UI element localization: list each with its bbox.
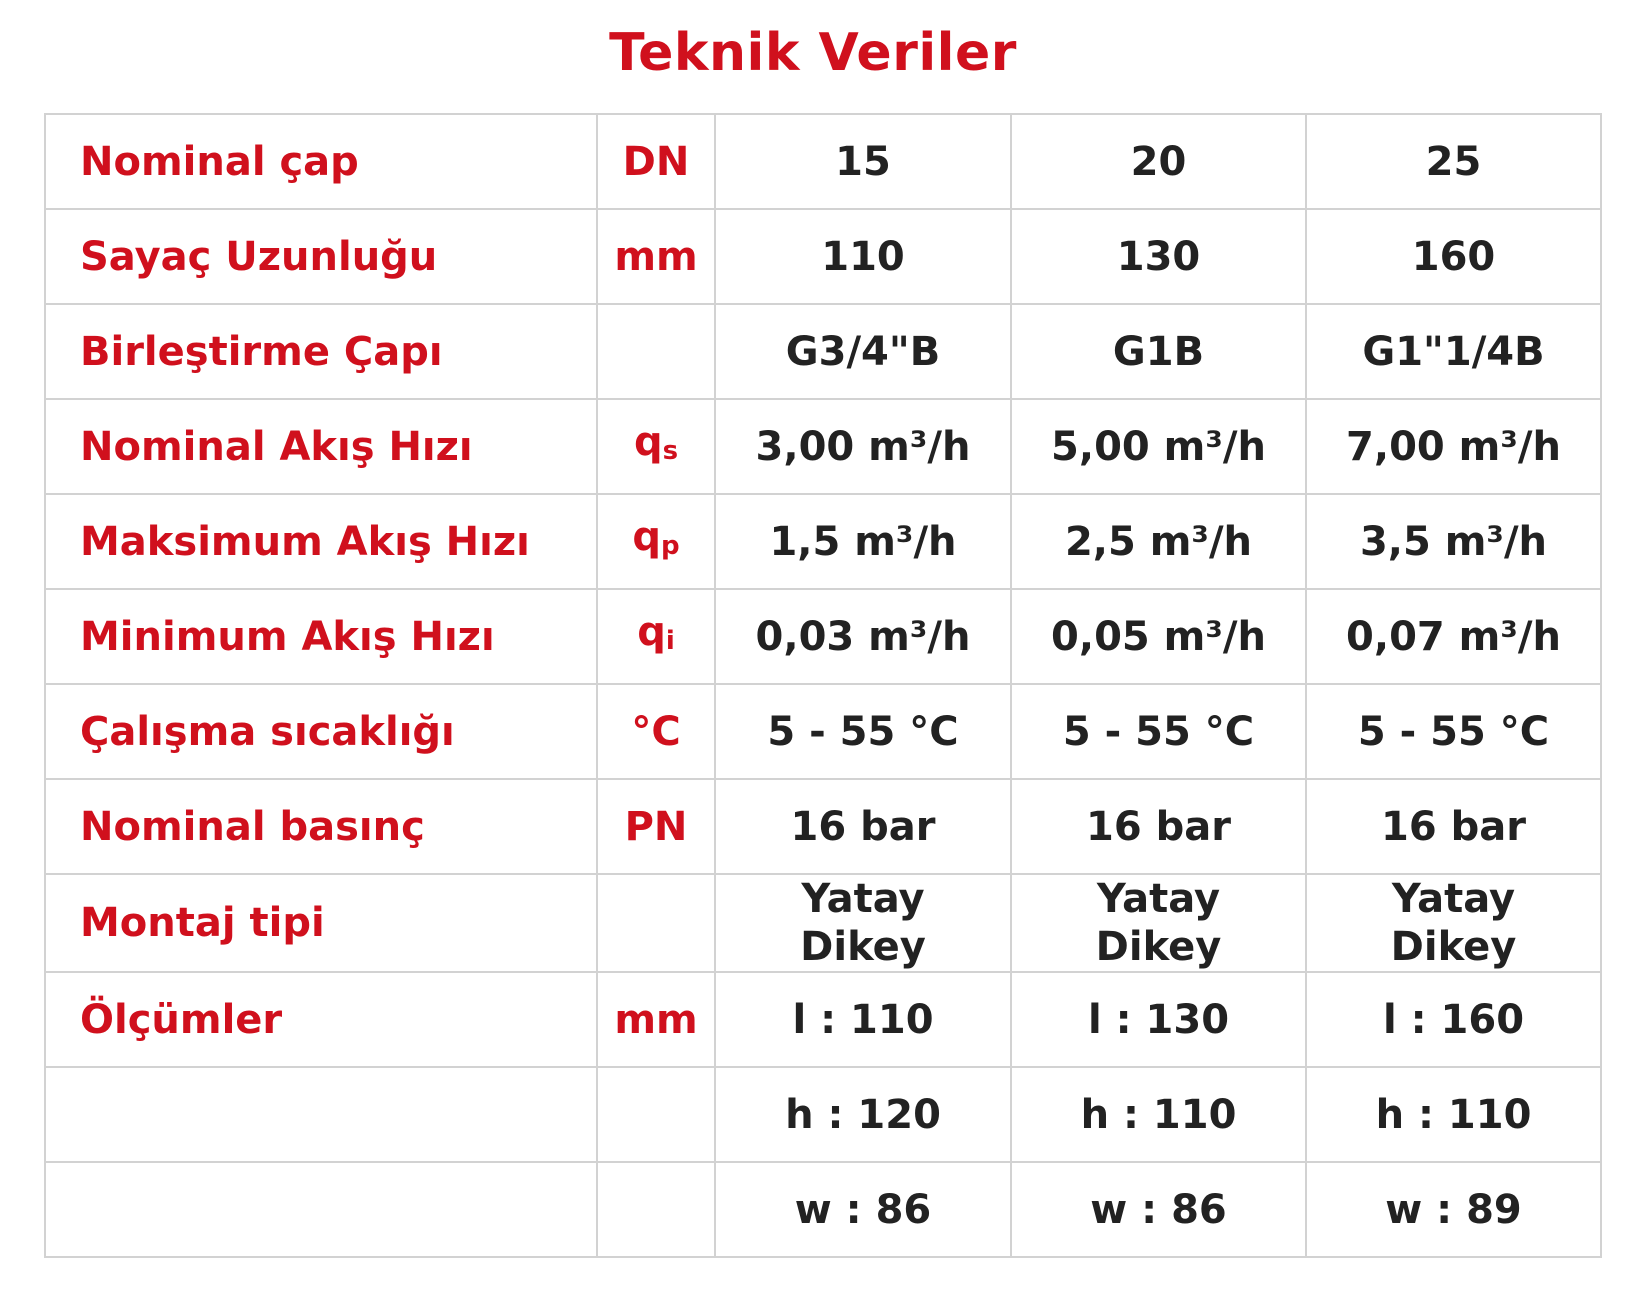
spec-value-dn20: l : 130	[1011, 972, 1306, 1067]
spec-label: Çalışma sıcaklığı	[45, 684, 597, 779]
spec-row-mounting-type	[45, 874, 1601, 972]
value-line: Dikey	[1390, 924, 1517, 970]
unit-symbol: q	[633, 419, 663, 465]
value-line: Yatay	[1096, 876, 1221, 922]
spec-row-minimum-flow-rate	[45, 589, 1601, 684]
spec-value-dn20: 130	[1011, 209, 1306, 304]
spec-label: Birleştirme Çapı	[45, 304, 597, 399]
spec-value-dn15: 3,00 m³/h	[715, 399, 1011, 494]
spec-label	[45, 1162, 597, 1257]
technical-data-table	[44, 113, 1602, 1258]
unit-symbol: q	[632, 514, 661, 560]
spec-row-meter-length	[45, 209, 1601, 304]
spec-value-dn15: 1,5 m³/h	[715, 494, 1011, 589]
spec-label: Maksimum Akış Hızı	[45, 494, 597, 589]
spec-row-nominal-flow-rate	[45, 399, 1601, 494]
spec-value-dn25: h : 110	[1306, 1067, 1601, 1162]
spec-row-connection-diameter	[45, 304, 1601, 399]
value-line: Yatay	[1391, 876, 1516, 922]
spec-value-dn15: 15	[715, 114, 1011, 209]
spec-value-dn20: 5 - 55 °C	[1011, 684, 1306, 779]
value-line: Dikey	[1095, 924, 1222, 970]
spec-unit	[597, 589, 715, 684]
spec-value-dn25: 7,00 m³/h	[1306, 399, 1601, 494]
spec-value-dn25: 0,07 m³/h	[1306, 589, 1601, 684]
unit-subscript: i	[665, 626, 675, 656]
spec-label	[45, 1067, 597, 1162]
spec-value-dn20: 5,00 m³/h	[1011, 399, 1306, 494]
spec-value-dn15: 16 bar	[715, 779, 1011, 874]
spec-label: Nominal Akış Hızı	[45, 399, 597, 494]
spec-label: Nominal basınç	[45, 779, 597, 874]
spec-unit: mm	[597, 209, 715, 304]
spec-label: Minimum Akış Hızı	[45, 589, 597, 684]
spec-row-nominal-diameter	[45, 114, 1601, 209]
spec-unit: mm	[597, 972, 715, 1067]
spec-label: Nominal çap	[45, 114, 597, 209]
spec-value-dn15: h : 120	[715, 1067, 1011, 1162]
spec-unit	[597, 1162, 715, 1257]
spec-unit	[597, 874, 715, 972]
spec-value-dn20: w : 86	[1011, 1162, 1306, 1257]
spec-value-dn20	[1011, 874, 1306, 972]
spec-label: Montaj tipi	[45, 874, 597, 972]
spec-value-dn25: 25	[1306, 114, 1601, 209]
spec-value-dn25: G1"1/4B	[1306, 304, 1601, 399]
spec-row-dimensions-height	[45, 1067, 1601, 1162]
spec-unit: °C	[597, 684, 715, 779]
spec-value-dn15: G3/4"B	[715, 304, 1011, 399]
spec-value-dn25: l : 160	[1306, 972, 1601, 1067]
spec-unit: PN	[597, 779, 715, 874]
spec-value-dn15: 5 - 55 °C	[715, 684, 1011, 779]
spec-value-dn15: l : 110	[715, 972, 1011, 1067]
spec-value-dn15: 110	[715, 209, 1011, 304]
spec-value-dn20: 20	[1011, 114, 1306, 209]
unit-subscript: s	[662, 436, 679, 466]
spec-unit	[597, 1067, 715, 1162]
spec-row-operating-temperature	[45, 684, 1601, 779]
spec-value-dn20: 16 bar	[1011, 779, 1306, 874]
spec-value-dn25: 16 bar	[1306, 779, 1601, 874]
spec-row-dimensions-length	[45, 972, 1601, 1067]
spec-value-dn20: 0,05 m³/h	[1011, 589, 1306, 684]
spec-value-dn25: 5 - 55 °C	[1306, 684, 1601, 779]
spec-value-dn25: 160	[1306, 209, 1601, 304]
value-line: Dikey	[800, 924, 926, 970]
spec-label: Sayaç Uzunluğu	[45, 209, 597, 304]
spec-unit	[597, 494, 715, 589]
spec-unit	[597, 304, 715, 399]
spec-row-nominal-pressure	[45, 779, 1601, 874]
spec-label: Ölçümler	[45, 972, 597, 1067]
spec-row-maximum-flow-rate	[45, 494, 1601, 589]
spec-value-dn15: 0,03 m³/h	[715, 589, 1011, 684]
spec-value-dn20: h : 110	[1011, 1067, 1306, 1162]
spec-value-dn20: G1B	[1011, 304, 1306, 399]
spec-value-dn15: w : 86	[715, 1162, 1011, 1257]
spec-value-dn25	[1306, 874, 1601, 972]
spec-unit: DN	[597, 114, 715, 209]
technical-data-body	[45, 114, 1601, 1257]
unit-symbol: q	[637, 609, 666, 655]
spec-value-dn20: 2,5 m³/h	[1011, 494, 1306, 589]
spec-value-dn25: w : 89	[1306, 1162, 1601, 1257]
unit-subscript: p	[661, 531, 680, 561]
spec-unit	[597, 399, 715, 494]
page-title: Teknik Veriler	[609, 23, 1017, 83]
value-line: Yatay	[801, 876, 925, 922]
spec-row-dimensions-width	[45, 1162, 1601, 1257]
spec-value-dn15	[715, 874, 1011, 972]
spec-value-dn25: 3,5 m³/h	[1306, 494, 1601, 589]
